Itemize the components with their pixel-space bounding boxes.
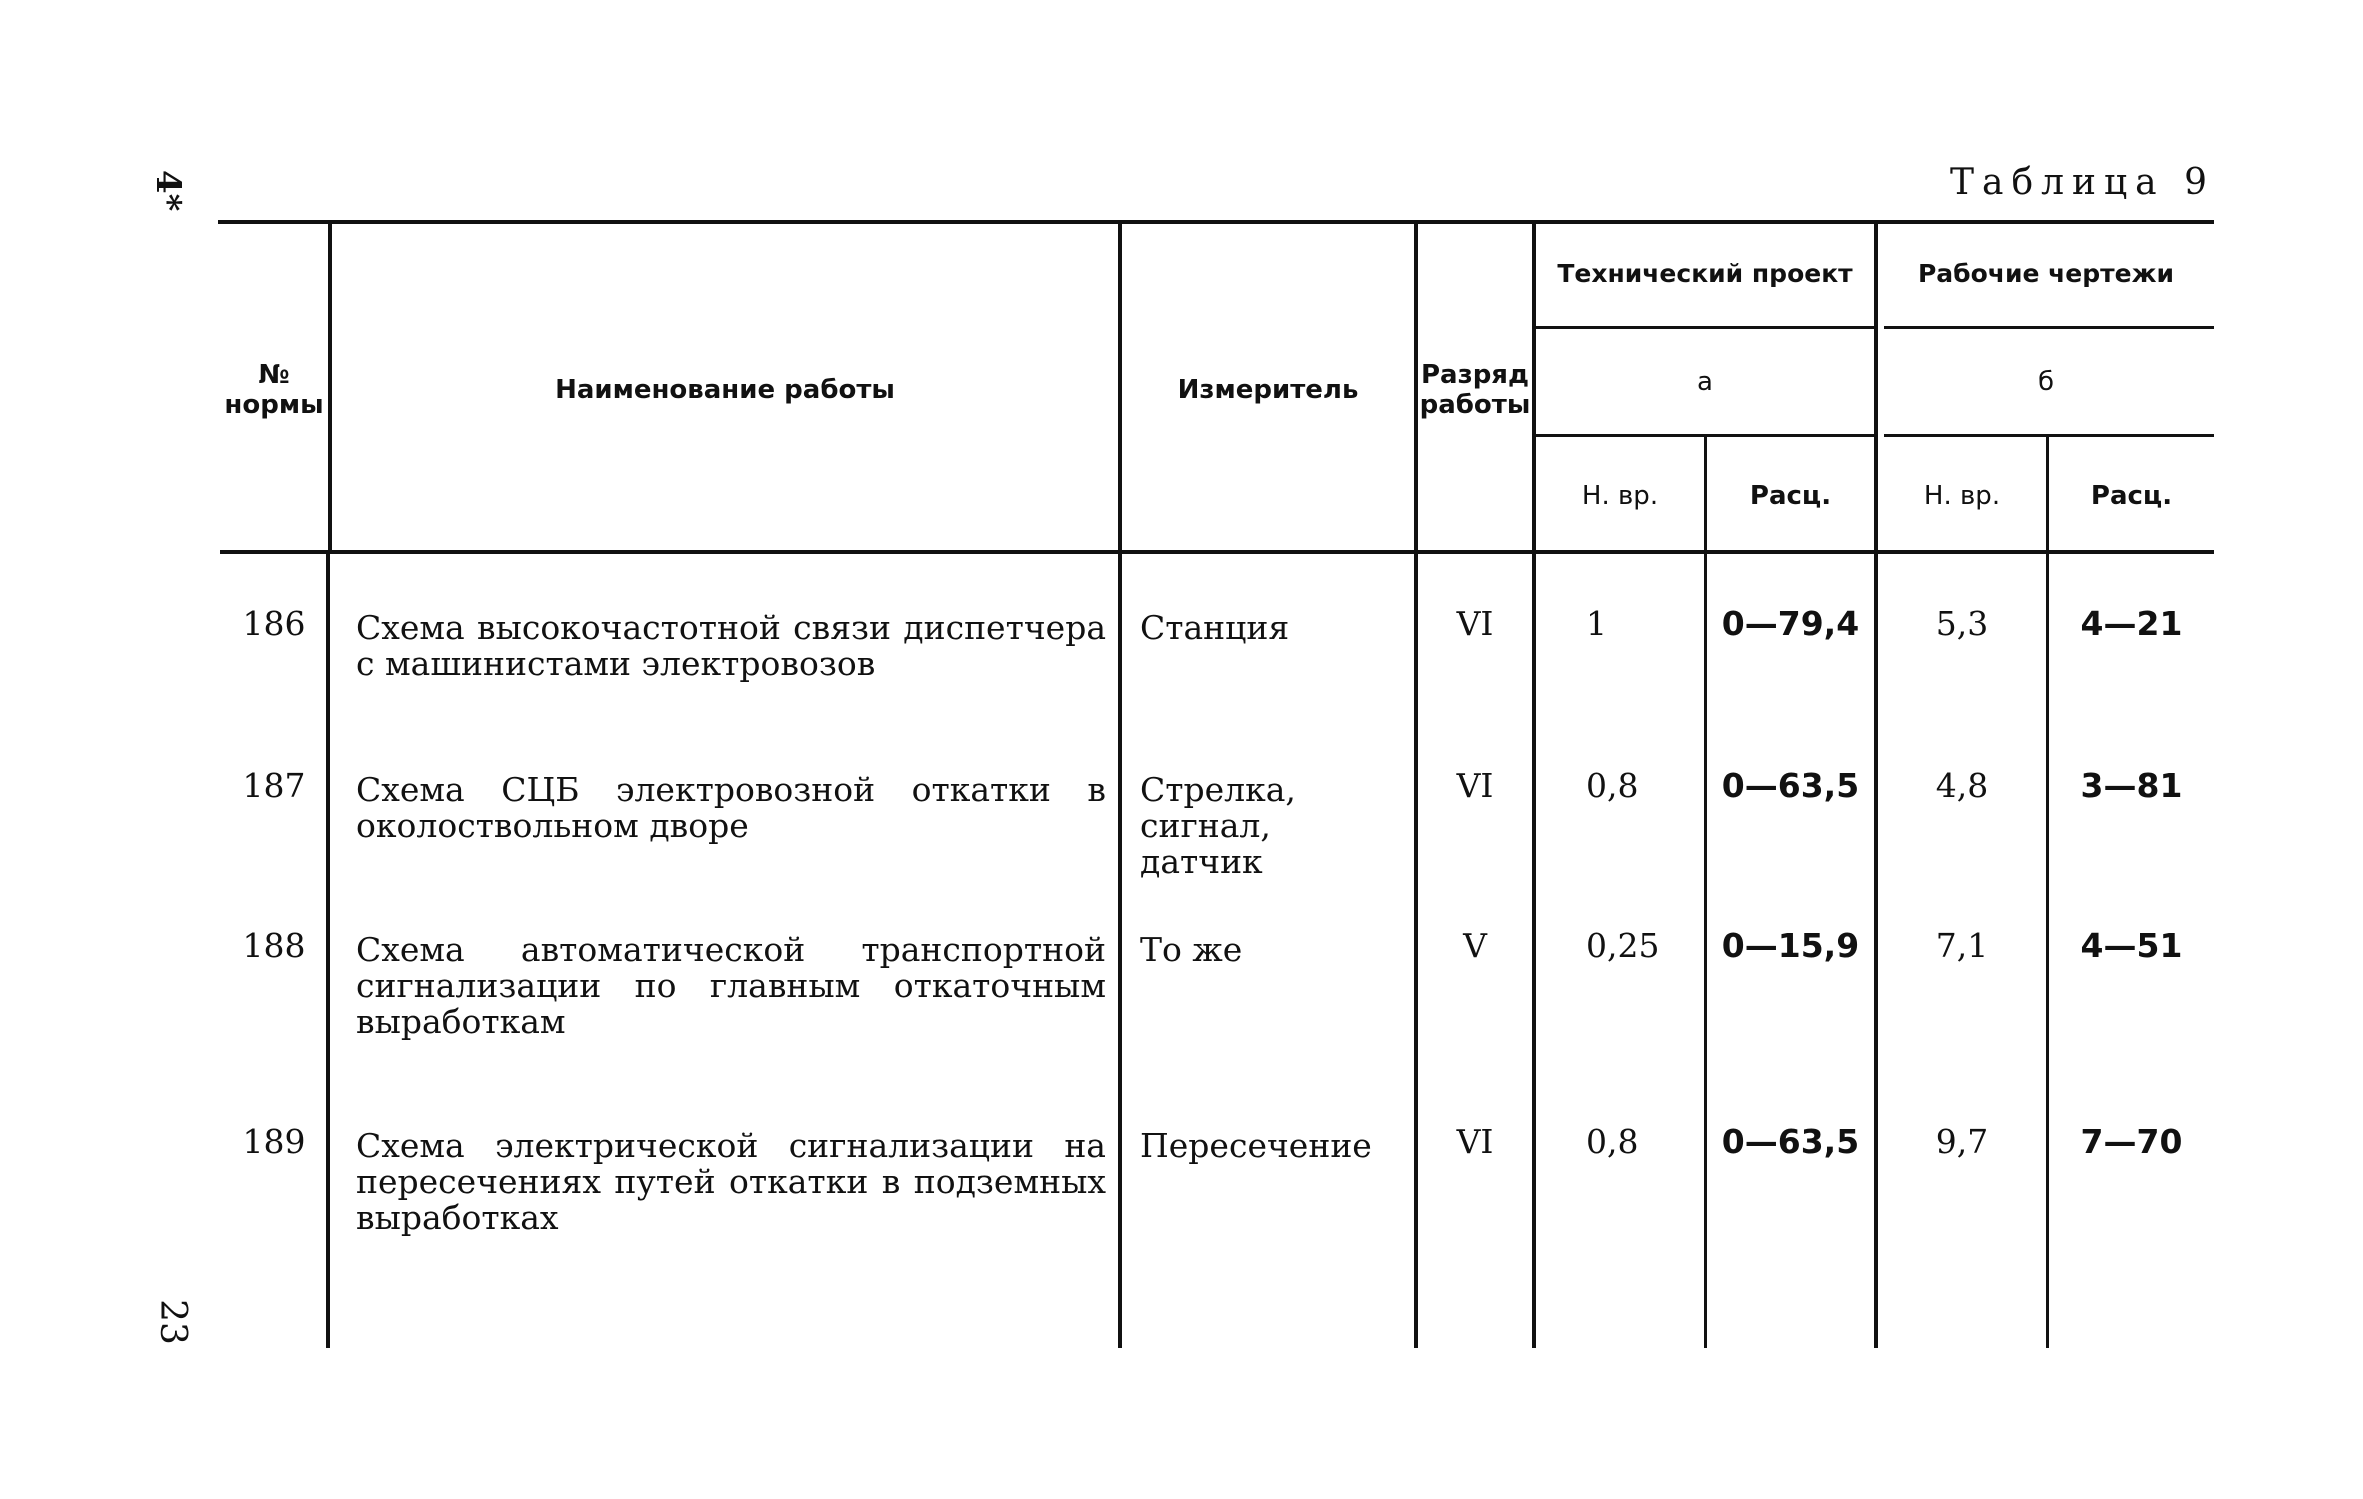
cell-work-name: Схема СЦБ электровозной откатки в околоствольном дворе xyxy=(356,770,1106,845)
cell-norm: 187 xyxy=(242,766,306,805)
cell-unit: Пересечение xyxy=(1140,1126,1372,1165)
cell-grade: VI xyxy=(1456,766,1494,805)
cell-norm: 188 xyxy=(242,926,306,965)
cell-a-rate: 0—63,5 xyxy=(1721,1122,1860,1161)
cell-a-time: 1 xyxy=(1586,604,1607,643)
cell-norm: 189 xyxy=(242,1122,306,1161)
header-work-name: Наименование работы xyxy=(555,375,895,405)
cell-b-time: 4,8 xyxy=(1935,766,1989,805)
cell-a-time: 0,25 xyxy=(1586,926,1660,965)
header-col-b: б xyxy=(2037,367,2055,397)
cell-unit: То же xyxy=(1140,930,1243,969)
cell-a-rate: 0—15,9 xyxy=(1721,926,1860,965)
cell-unit: Станция xyxy=(1140,608,1290,647)
cell-grade: VI xyxy=(1456,1122,1494,1161)
cell-work-name: Схема автоматической транспортной сигнализации по главным откаточным выработкам xyxy=(356,930,1106,1041)
cell-work-name: Схема высокочастотной связи диспетчера с машинистами электровозов xyxy=(356,608,1106,683)
header-bottom-rule xyxy=(220,550,2214,554)
cell-b-time: 5,3 xyxy=(1935,604,1989,643)
table-top-rule xyxy=(218,220,2214,224)
cell-b-rate: 4—51 xyxy=(2080,926,2183,965)
cell-norm: 186 xyxy=(242,604,306,643)
header-rule-2b xyxy=(1884,434,2214,437)
header-time-norm-a: Н. вр. xyxy=(1581,481,1659,511)
header-rate-b: Расц. xyxy=(2090,481,2173,511)
header-tech-project: Технический проект xyxy=(1557,259,1853,288)
header-rule-1b xyxy=(1884,326,2214,329)
cell-b-time: 9,7 xyxy=(1935,1122,1989,1161)
col-divider-5 xyxy=(1704,436,1707,1348)
cell-a-rate: 0—79,4 xyxy=(1721,604,1860,643)
cell-a-rate: 0—63,5 xyxy=(1721,766,1860,805)
header-rate-a: Расц. xyxy=(1749,481,1832,511)
page-number: 23 xyxy=(152,1299,193,1345)
cell-a-time: 0,8 xyxy=(1586,766,1639,805)
header-time-norm-b: Н. вр. xyxy=(1923,481,2001,511)
cell-grade: V xyxy=(1463,926,1487,965)
cell-b-rate: 3—81 xyxy=(2080,766,2183,805)
margin-mark: 4* xyxy=(148,170,188,212)
cell-unit: Стрелка, сигнал, датчик xyxy=(1140,770,1296,881)
header-rule-1 xyxy=(1536,326,1874,329)
table-title: Таблица 9 xyxy=(1950,162,2215,203)
cell-grade: VI xyxy=(1456,604,1494,643)
header-col-a: а xyxy=(1697,367,1713,397)
header-unit: Измеритель xyxy=(1177,375,1359,405)
header-norm-no: № нормы xyxy=(224,360,324,420)
col-divider-7 xyxy=(2046,436,2049,1348)
col-divider-1-body xyxy=(326,554,330,1348)
cell-work-name: Схема электрической сигнализации на пересечениях путей откатки в подземных выработках xyxy=(356,1126,1106,1237)
cell-b-time: 7,1 xyxy=(1935,926,1989,965)
cell-b-rate: 7—70 xyxy=(2080,1122,2183,1161)
header-grade: Разряд работы xyxy=(1419,360,1531,420)
cell-a-time: 0,8 xyxy=(1586,1122,1639,1161)
header-working-drawings: Рабочие чертежи xyxy=(1917,259,2175,288)
cell-b-rate: 4—21 xyxy=(2080,604,2183,643)
